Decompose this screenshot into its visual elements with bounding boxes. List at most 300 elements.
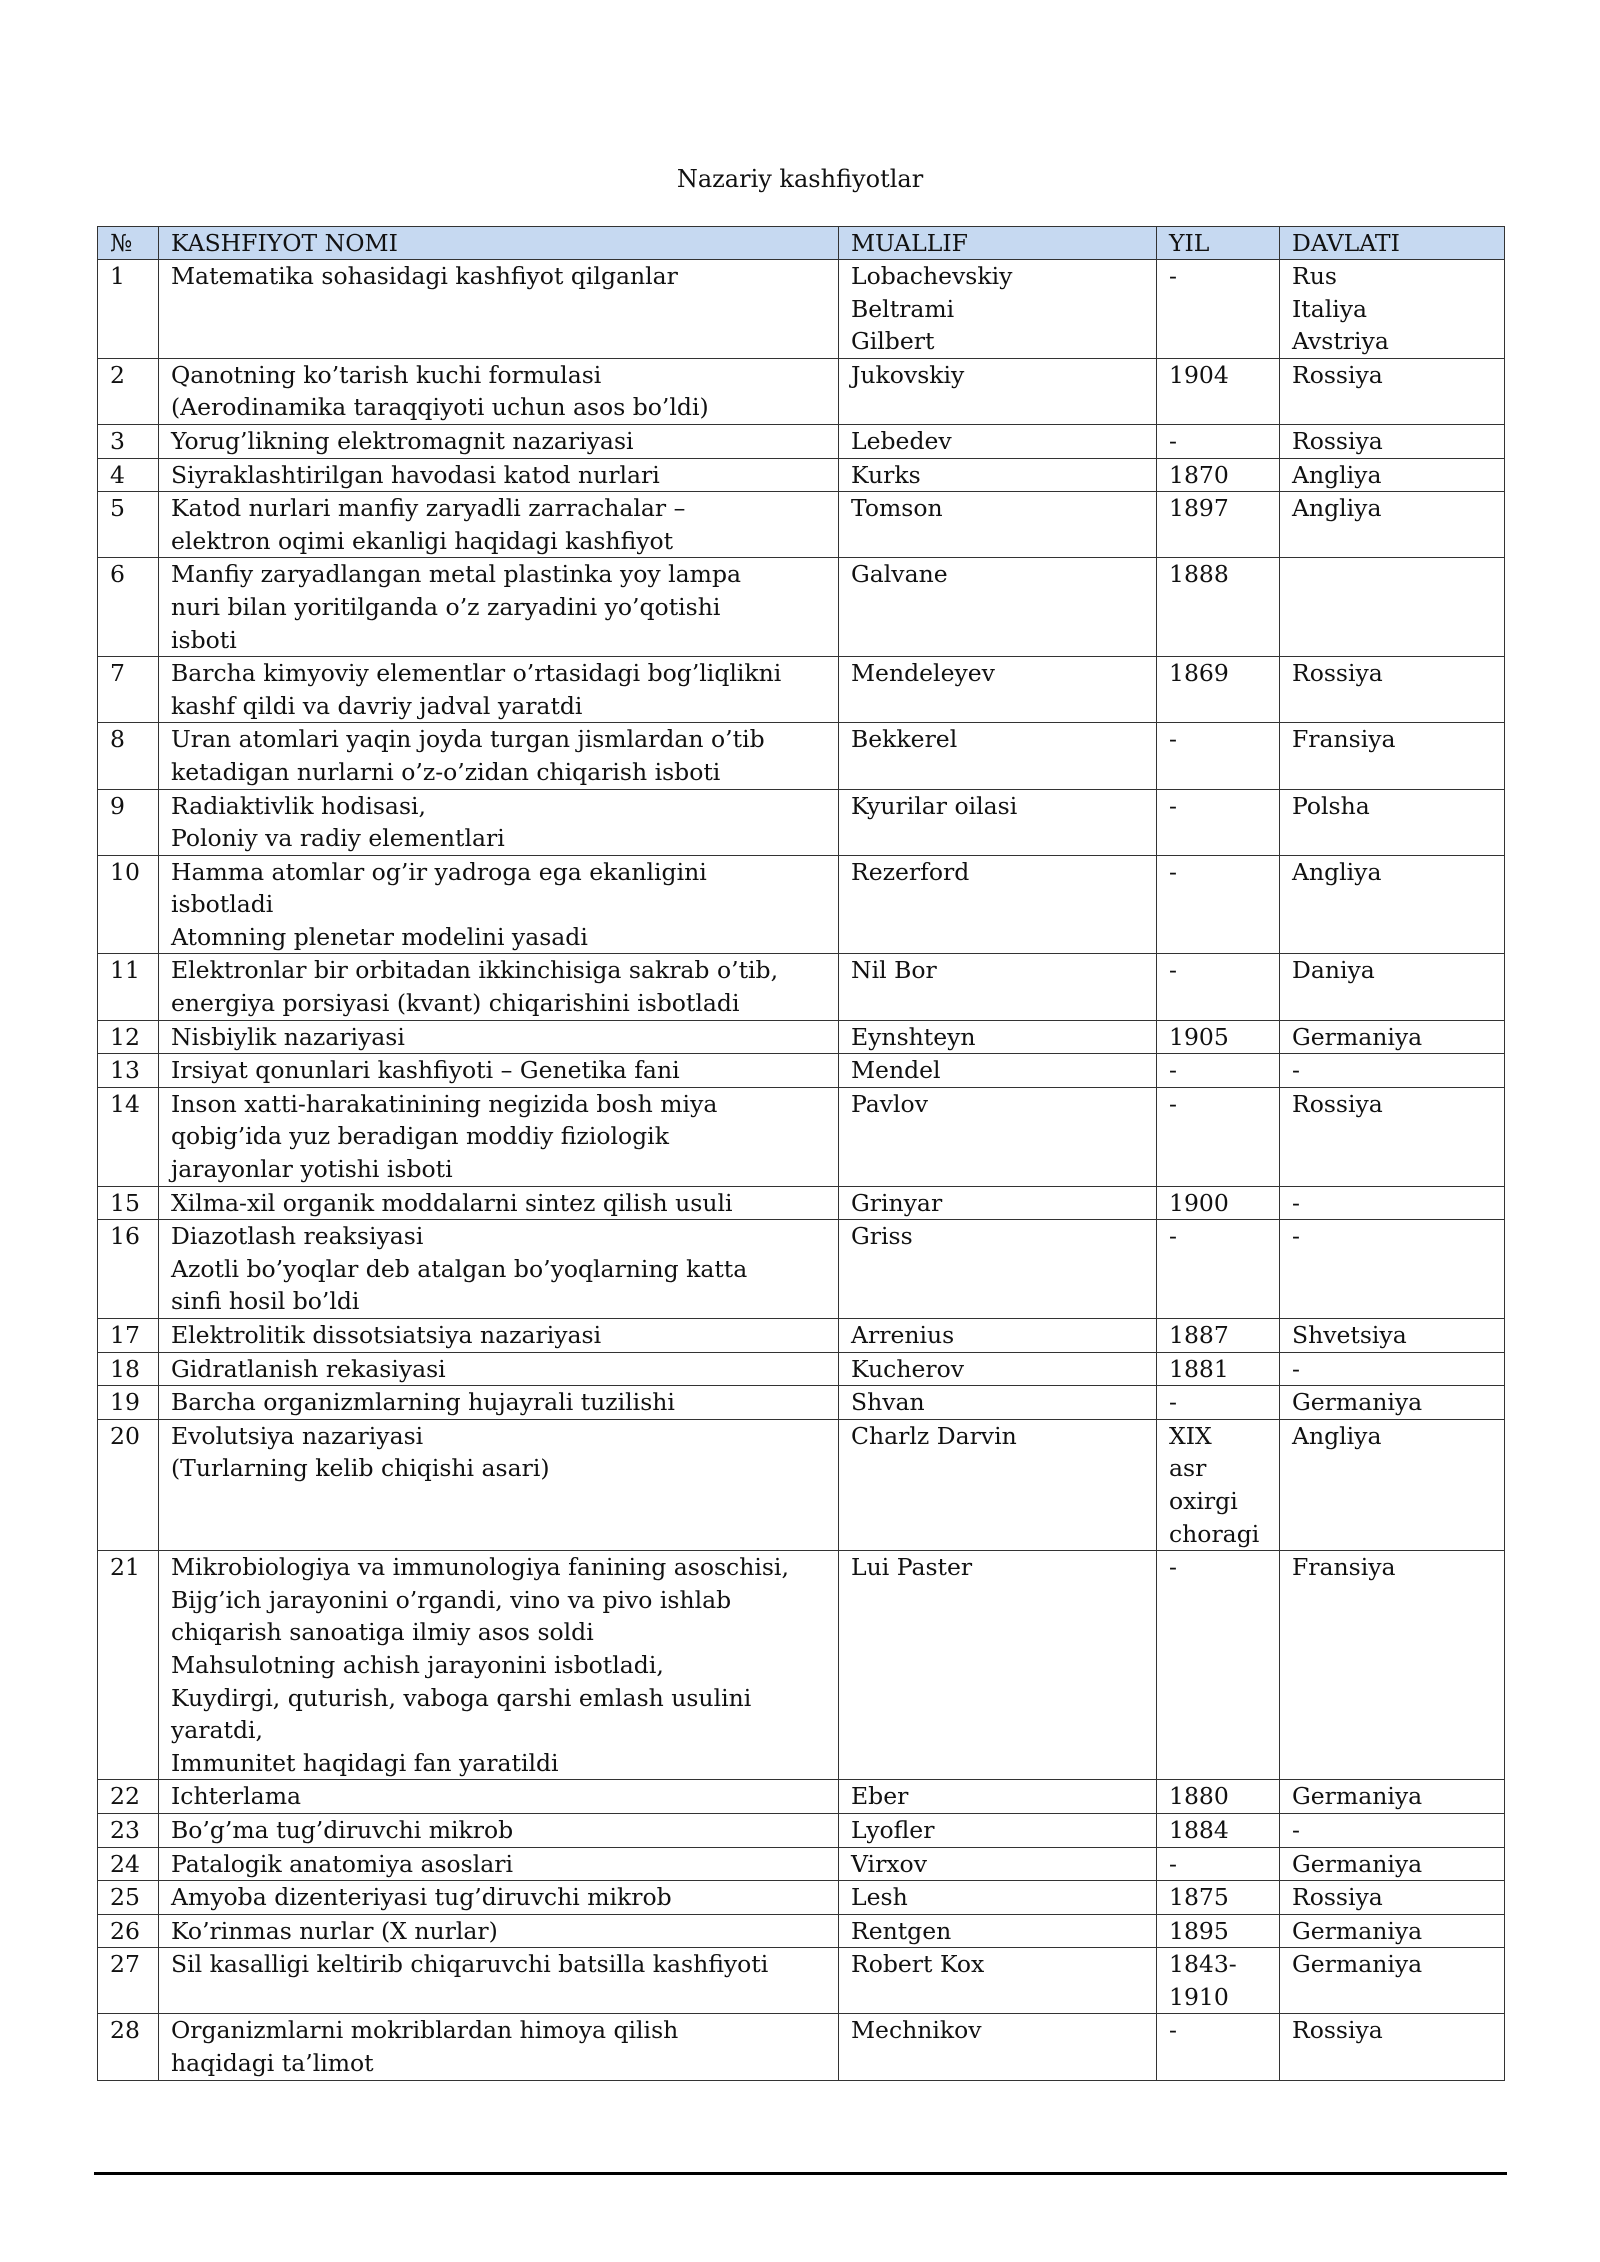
cell-line: Rossiya: [1292, 360, 1383, 389]
cell-line: 1900: [1169, 1188, 1229, 1217]
table-row: [98, 1948, 1505, 2014]
header-author: MUALLIF: [839, 227, 1157, 260]
cell-year: [1157, 1087, 1280, 1186]
cell-country: [1280, 1914, 1505, 1948]
cell-line: Patalogik anatomiya asoslari: [171, 1849, 514, 1878]
cell-line: Lui Paster: [851, 1553, 973, 1582]
cell-line: Gidratlanish rekasiyasi: [171, 1354, 446, 1383]
cell-line: Germaniya: [1292, 1950, 1423, 1979]
cell-author: [839, 1087, 1157, 1186]
cell-line: Katod nurlari manfiy zaryadli zarrachalar –: [171, 494, 686, 523]
cell-line: Ichterlama: [171, 1782, 301, 1811]
cell-discovery-name: [159, 424, 839, 458]
table-row: [98, 1087, 1505, 1186]
cell-country: [1280, 458, 1505, 492]
cell-line: Irsiyat qonunlari kashfiyoti – Genetika fani: [171, 1056, 680, 1085]
cell-country: [1280, 1186, 1505, 1220]
cell-country: [1280, 1847, 1505, 1881]
cell-line: Rossiya: [1292, 1883, 1383, 1912]
cell-discovery-name: [159, 1087, 839, 1186]
cell-line: -: [1292, 1222, 1300, 1251]
cell-discovery-name: [159, 1319, 839, 1353]
cell-line: Galvane: [851, 560, 948, 589]
cell-author: [839, 657, 1157, 723]
cell-year: [1157, 1948, 1280, 2014]
cell-line: Shvetsiya: [1292, 1321, 1407, 1349]
cell-line: Beltrami: [851, 294, 955, 323]
cell-country: [1280, 1419, 1505, 1550]
cell-num: 23: [98, 1813, 159, 1847]
cell-line: elektron oqimi ekanligi haqidagi kashfiyot: [171, 526, 674, 555]
cell-author: [839, 1847, 1157, 1881]
cell-line: Italiya: [1292, 294, 1368, 323]
cell-line: Immunitet haqidagi fan yaratildi: [171, 1748, 559, 1777]
table-row: [98, 855, 1505, 954]
cell-country: [1280, 789, 1505, 855]
cell-author: [839, 458, 1157, 492]
cell-year: [1157, 723, 1280, 789]
cell-line: Rentgen: [851, 1916, 952, 1945]
header-year: YIL: [1157, 227, 1280, 260]
cell-line: Avstriya: [1292, 327, 1389, 356]
cell-author: [839, 558, 1157, 657]
cell-line: Lobachevskiy: [851, 262, 1013, 290]
cell-line: Evolutsiya nazariyasi: [171, 1421, 424, 1450]
cell-discovery-name: [159, 558, 839, 657]
cell-line: Lesh: [851, 1883, 908, 1912]
table-row: [98, 1186, 1505, 1220]
cell-line: 1881: [1169, 1354, 1229, 1383]
cell-line: 1904: [1169, 360, 1229, 389]
cell-line: -: [1169, 791, 1177, 820]
cell-discovery-name: [159, 789, 839, 855]
cell-author: [839, 2014, 1157, 2080]
cell-line: Xilma-xil organik moddalarni sintez qilish usuli: [171, 1188, 733, 1217]
cell-line: 1888: [1169, 560, 1229, 589]
cell-line: -: [1292, 1056, 1300, 1085]
cell-line: Germaniya: [1292, 1916, 1423, 1945]
cell-line: Rossiya: [1292, 659, 1383, 688]
cell-country: [1280, 954, 1505, 1020]
cell-year: [1157, 2014, 1280, 2080]
table-row: [98, 558, 1505, 657]
cell-line: Mikrobiologiya va immunologiya fanining asoschisi,: [171, 1553, 789, 1582]
cell-line: Angliya: [1292, 460, 1382, 489]
cell-country: [1280, 1813, 1505, 1847]
cell-year: [1157, 1319, 1280, 1353]
cell-line: ketadigan nurlarni o’z-o’zidan chiqarish isboti: [171, 757, 721, 786]
cell-line: isboti: [171, 625, 237, 654]
cell-author: [839, 1054, 1157, 1088]
cell-line: -: [1169, 956, 1177, 985]
cell-author: [839, 1948, 1157, 2014]
cell-line: Kuydirgi, quturish, vaboga qarshi emlash usulini: [171, 1683, 752, 1712]
cell-discovery-name: [159, 1220, 839, 1319]
cell-year: [1157, 1780, 1280, 1814]
table-row: [98, 1020, 1505, 1054]
cell-author: [839, 1319, 1157, 1353]
cell-discovery-name: [159, 1948, 839, 2014]
cell-line: Barcha organizmlarning hujayrali tuzilishi: [171, 1388, 675, 1417]
cell-discovery-name: [159, 1813, 839, 1847]
cell-line: Rossiya: [1292, 2016, 1383, 2045]
cell-line: -: [1169, 1089, 1177, 1118]
cell-num: 9: [98, 789, 159, 855]
cell-line: -: [1169, 426, 1177, 455]
discoveries-table: [97, 226, 1505, 2081]
cell-num: 16: [98, 1220, 159, 1319]
cell-num: 15: [98, 1186, 159, 1220]
cell-year: [1157, 424, 1280, 458]
cell-line: Shvan: [851, 1388, 925, 1417]
cell-author: [839, 1813, 1157, 1847]
table-row: [98, 954, 1505, 1020]
cell-discovery-name: [159, 260, 839, 359]
cell-num: 4: [98, 458, 159, 492]
cell-line: Germaniya: [1292, 1022, 1423, 1051]
cell-discovery-name: [159, 1551, 839, 1780]
cell-line: Inson xatti-harakatinining negizida bosh miya: [171, 1089, 718, 1118]
table-row: [98, 1847, 1505, 1881]
cell-line: -: [1169, 1388, 1177, 1417]
header-discovery-name: KASHFIYOT NOMI: [159, 227, 839, 260]
cell-line: Rossiya: [1292, 426, 1383, 455]
cell-line: sinfi hosil bo’ldi: [171, 1287, 360, 1316]
cell-line: Uran atomlari yaqin joyda turgan jismlardan o’tib: [171, 725, 765, 754]
cell-author: [839, 1881, 1157, 1915]
cell-author: [839, 954, 1157, 1020]
cell-author: [839, 1914, 1157, 1948]
cell-line: (Turlarning kelib chiqishi asari): [171, 1454, 550, 1483]
cell-year: [1157, 1220, 1280, 1319]
cell-line: Fransiya: [1292, 1553, 1396, 1582]
cell-line: asr: [1169, 1454, 1207, 1483]
cell-line: -: [1169, 1056, 1177, 1085]
cell-discovery-name: [159, 1780, 839, 1814]
cell-discovery-name: [159, 358, 839, 424]
cell-num: 17: [98, 1319, 159, 1353]
table-row: [98, 1780, 1505, 1814]
cell-line: isbotladi: [171, 890, 274, 919]
cell-line: Azotli bo’yoqlar deb atalgan bo’yoqlarning katta: [171, 1254, 748, 1283]
cell-year: [1157, 1054, 1280, 1088]
cell-discovery-name: [159, 1186, 839, 1220]
cell-country: [1280, 657, 1505, 723]
cell-discovery-name: [159, 954, 839, 1020]
cell-country: [1280, 855, 1505, 954]
cell-line: Kucherov: [851, 1354, 965, 1383]
cell-line: energiya porsiyasi (kvant) chiqarishini isbotladi: [171, 989, 740, 1018]
cell-country: [1280, 1087, 1505, 1186]
table-row: [98, 1220, 1505, 1319]
cell-line: Kurks: [851, 460, 921, 489]
cell-discovery-name: [159, 855, 839, 954]
cell-line: haqidagi ta’limot: [171, 2049, 374, 2078]
cell-line: Virxov: [851, 1849, 927, 1878]
cell-country: [1280, 1780, 1505, 1814]
cell-line: (Aerodinamika taraqqiyoti uchun asos bo’ldi): [171, 393, 709, 422]
table-row: [98, 1914, 1505, 1948]
table-row: [98, 1352, 1505, 1386]
cell-num: 27: [98, 1948, 159, 2014]
cell-line: Pavlov: [851, 1089, 928, 1118]
cell-line: 1869: [1169, 659, 1229, 688]
cell-line: Grinyar: [851, 1188, 943, 1217]
cell-line: Lyofler: [851, 1815, 935, 1844]
cell-line: Ko’rinmas nurlar (X nurlar): [171, 1916, 498, 1945]
cell-line: 1880: [1169, 1782, 1229, 1811]
cell-discovery-name: [159, 1847, 839, 1881]
cell-num: 1: [98, 260, 159, 359]
table-row: [98, 789, 1505, 855]
cell-line: Amyoba dizenteriyasi tug’diruvchi mikrob: [171, 1883, 672, 1912]
cell-discovery-name: [159, 492, 839, 558]
cell-year: [1157, 458, 1280, 492]
cell-line: Rossiya: [1292, 1089, 1383, 1118]
table-row: [98, 1054, 1505, 1088]
cell-author: [839, 1386, 1157, 1420]
cell-year: [1157, 657, 1280, 723]
cell-year: [1157, 1419, 1280, 1550]
cell-line: yaratdi,: [171, 1716, 264, 1745]
cell-year: [1157, 1386, 1280, 1420]
cell-year: [1157, 1352, 1280, 1386]
cell-line: Radiaktivlik hodisasi,: [171, 791, 426, 820]
cell-line: Mechnikov: [851, 2016, 982, 2045]
cell-line: Poloniy va radiy elementlari: [171, 824, 505, 853]
cell-num: 7: [98, 657, 159, 723]
table-row: [98, 358, 1505, 424]
table-row: [98, 1551, 1505, 1780]
cell-num: 6: [98, 558, 159, 657]
cell-year: [1157, 1881, 1280, 1915]
cell-discovery-name: [159, 657, 839, 723]
cell-line: -: [1169, 1849, 1177, 1878]
cell-line: Nisbiylik nazariyasi: [171, 1022, 405, 1051]
cell-discovery-name: [159, 2014, 839, 2080]
cell-line: 1843-: [1169, 1950, 1237, 1979]
cell-line: 1887: [1169, 1321, 1229, 1349]
cell-line: Elektronlar bir orbitadan ikkinchisiga sakrab o’tib,: [171, 956, 779, 985]
cell-country: [1280, 358, 1505, 424]
table-row: [98, 492, 1505, 558]
cell-line: Nil Bor: [851, 956, 937, 985]
cell-line: Eber: [851, 1782, 909, 1811]
cell-country: [1280, 723, 1505, 789]
cell-discovery-name: [159, 1419, 839, 1550]
cell-country: [1280, 1352, 1505, 1386]
cell-line: Daniya: [1292, 956, 1375, 985]
cell-author: [839, 723, 1157, 789]
cell-num: 28: [98, 2014, 159, 2080]
cell-line: Elektrolitik dissotsiatsiya nazariyasi: [171, 1321, 602, 1349]
table-row: [98, 723, 1505, 789]
cell-country: [1280, 492, 1505, 558]
cell-num: 24: [98, 1847, 159, 1881]
cell-line: Robert Kox: [851, 1950, 985, 1979]
cell-country: [1280, 1020, 1505, 1054]
cell-country: [1280, 2014, 1505, 2080]
cell-author: [839, 260, 1157, 359]
cell-num: 21: [98, 1551, 159, 1780]
table-body: [98, 260, 1505, 2081]
cell-line: Kyurilar oilasi: [851, 791, 1018, 820]
cell-year: [1157, 260, 1280, 359]
cell-line: -: [1169, 1553, 1177, 1582]
cell-year: [1157, 1551, 1280, 1780]
cell-author: [839, 424, 1157, 458]
header-country: DAVLATI: [1280, 227, 1505, 260]
cell-line: -: [1169, 2016, 1177, 2045]
cell-line: -: [1292, 1188, 1300, 1217]
table-row: [98, 260, 1505, 359]
cell-line: -: [1169, 857, 1177, 886]
cell-year: [1157, 492, 1280, 558]
cell-line: oxirgi: [1169, 1486, 1238, 1515]
cell-country: [1280, 1319, 1505, 1353]
cell-num: 2: [98, 358, 159, 424]
cell-year: [1157, 358, 1280, 424]
table-row: [98, 1386, 1505, 1420]
header-num: №: [98, 227, 159, 260]
table-row: [98, 1419, 1505, 1550]
cell-discovery-name: [159, 1054, 839, 1088]
cell-line: Gilbert: [851, 327, 935, 356]
cell-year: [1157, 789, 1280, 855]
cell-line: Rus: [1292, 262, 1337, 290]
bottom-rule: [94, 2172, 1507, 2175]
cell-line: Griss: [851, 1222, 913, 1251]
cell-line: 1910: [1169, 1982, 1229, 2011]
cell-author: [839, 855, 1157, 954]
cell-line: -: [1292, 1815, 1300, 1844]
cell-line: Mendeleyev: [851, 659, 995, 688]
cell-num: 3: [98, 424, 159, 458]
cell-line: 1875: [1169, 1883, 1229, 1912]
cell-num: 20: [98, 1419, 159, 1550]
cell-line: 1884: [1169, 1815, 1229, 1844]
cell-line: Fransiya: [1292, 725, 1396, 754]
table-row: [98, 1881, 1505, 1915]
cell-discovery-name: [159, 1020, 839, 1054]
cell-line: -: [1292, 1354, 1300, 1383]
cell-num: 13: [98, 1054, 159, 1088]
cell-num: 22: [98, 1780, 159, 1814]
table-row: [98, 1319, 1505, 1353]
cell-author: [839, 1186, 1157, 1220]
cell-discovery-name: [159, 1881, 839, 1915]
cell-discovery-name: [159, 1914, 839, 1948]
cell-country: [1280, 1220, 1505, 1319]
cell-author: [839, 1780, 1157, 1814]
cell-line: nuri bilan yoritilganda o’z zaryadini yo’qotishi: [171, 592, 721, 621]
page-title: Nazariy kashfiyotlar: [676, 165, 924, 193]
cell-year: [1157, 1813, 1280, 1847]
cell-line: qobig’ida yuz beradigan moddiy fiziologik: [171, 1122, 669, 1151]
table-header-row: [98, 227, 1505, 260]
cell-line: Angliya: [1292, 494, 1382, 523]
cell-line: 1895: [1169, 1916, 1229, 1945]
cell-line: Qanotning ko’tarish kuchi formulasi: [171, 360, 602, 389]
cell-year: [1157, 1914, 1280, 1948]
cell-line: Mendel: [851, 1056, 941, 1085]
cell-year: [1157, 1847, 1280, 1881]
cell-line: XIX: [1169, 1421, 1212, 1450]
cell-discovery-name: [159, 1386, 839, 1420]
cell-line: Diazotlash reaksiyasi: [171, 1222, 424, 1251]
cell-line: -: [1169, 1222, 1177, 1251]
table-row: [98, 657, 1505, 723]
cell-line: Arrenius: [851, 1321, 955, 1349]
cell-line: Jukovskiy: [851, 360, 965, 389]
cell-country: [1280, 1386, 1505, 1420]
cell-line: Organizmlarni mokriblardan himoya qilish: [171, 2016, 679, 2045]
cell-num: 12: [98, 1020, 159, 1054]
cell-num: 19: [98, 1386, 159, 1420]
cell-num: 11: [98, 954, 159, 1020]
cell-num: 5: [98, 492, 159, 558]
cell-country: [1280, 1881, 1505, 1915]
cell-country: [1280, 424, 1505, 458]
cell-author: [839, 1551, 1157, 1780]
cell-year: [1157, 1020, 1280, 1054]
cell-author: [839, 789, 1157, 855]
table-row: [98, 458, 1505, 492]
cell-discovery-name: [159, 458, 839, 492]
cell-line: Bekkerel: [851, 725, 958, 754]
cell-line: Siyraklashtirilgan havodasi katod nurlari: [171, 460, 660, 489]
cell-discovery-name: [159, 1352, 839, 1386]
cell-author: [839, 1020, 1157, 1054]
table-row: [98, 1813, 1505, 1847]
cell-author: [839, 492, 1157, 558]
cell-line: Angliya: [1292, 857, 1382, 886]
cell-author: [839, 1419, 1157, 1550]
cell-country: [1280, 1551, 1505, 1780]
cell-author: [839, 1352, 1157, 1386]
cell-line: chiqarish sanoatiga ilmiy asos soldi: [171, 1618, 594, 1647]
cell-year: [1157, 1186, 1280, 1220]
cell-line: Rezerford: [851, 857, 970, 886]
cell-line: Mahsulotning achish jarayonini isbotladi,: [171, 1650, 664, 1679]
cell-num: 25: [98, 1881, 159, 1915]
cell-num: 18: [98, 1352, 159, 1386]
cell-line: Eynshteyn: [851, 1022, 976, 1051]
cell-year: [1157, 558, 1280, 657]
cell-line: Angliya: [1292, 1421, 1382, 1450]
cell-line: Yorug’likning elektromagnit nazariyasi: [171, 426, 634, 455]
cell-line: Germaniya: [1292, 1388, 1423, 1417]
cell-year: [1157, 855, 1280, 954]
cell-country: [1280, 260, 1505, 359]
cell-line: Manfiy zaryadlangan metal plastinka yoy lampa: [171, 560, 742, 589]
cell-line: Charlz Darvin: [851, 1421, 1017, 1450]
cell-line: kashf qildi va davriy jadval yaratdi: [171, 691, 583, 720]
table-row: [98, 2014, 1505, 2080]
cell-country: [1280, 558, 1505, 657]
cell-line: Atomning plenetar modelini yasadi: [171, 922, 588, 951]
cell-line: -: [1169, 262, 1177, 290]
cell-line: Bijg’ich jarayonini o’rgandi, vino va pivo ishlab: [171, 1585, 732, 1614]
cell-author: [839, 358, 1157, 424]
cell-line: Germaniya: [1292, 1782, 1423, 1811]
cell-line: Hamma atomlar og’ir yadroga ega ekanligini: [171, 857, 707, 886]
cell-year: [1157, 954, 1280, 1020]
cell-num: 14: [98, 1087, 159, 1186]
cell-line: Sil kasalligi keltirib chiqaruvchi batsilla kashfiyoti: [171, 1950, 769, 1979]
cell-author: [839, 1220, 1157, 1319]
cell-line: Lebedev: [851, 426, 952, 455]
